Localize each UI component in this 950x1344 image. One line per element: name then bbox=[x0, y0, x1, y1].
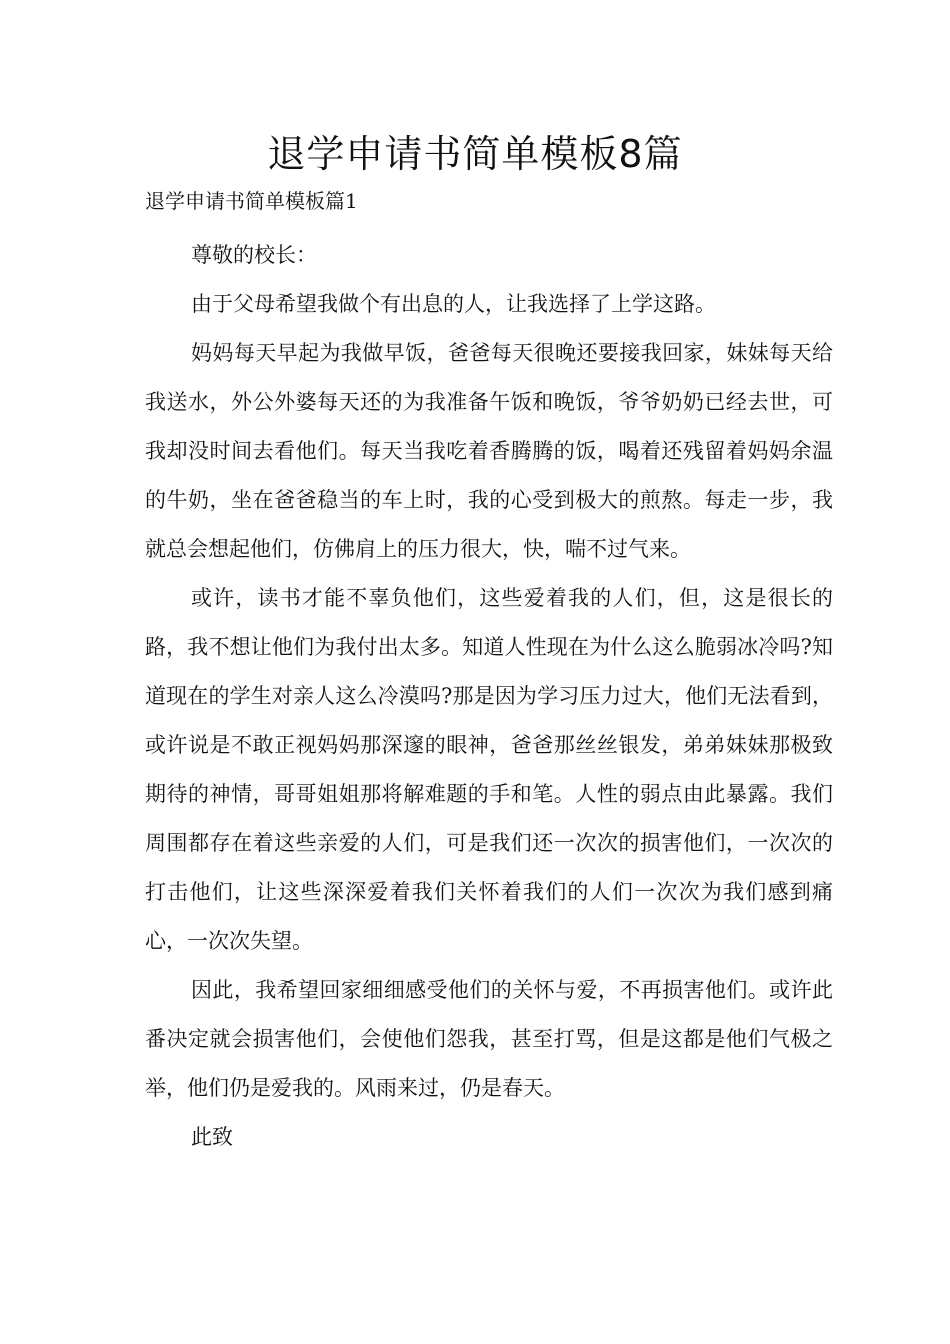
document-body bbox=[145, 231, 833, 1162]
section-subtitle: 退学申请书简单模板篇1 bbox=[145, 189, 358, 213]
paragraph: 由于父母希望我做个有出息的人，让我选择了上学这路。 bbox=[191, 292, 716, 316]
paragraph: 因此，我希望回家细细感受他们的关怀与爱，不再损害他们。或许此番决定就会损害他们，会使他们怨我，甚至打骂，但是这都是他们气极之举，他们仍是爱我的。风雨来过，仍是春天。 bbox=[145, 978, 833, 1100]
salutation: 尊敬的校长： bbox=[191, 243, 317, 267]
document-title: 退学申请书简单模板8篇 bbox=[267, 132, 683, 176]
paragraph: 妈妈每天早起为我做早饭，爸爸每天很晚还要接我回家，妹妹每天给我送水，外公外婆每天还的为我准备午饭和晚饭，爷爷奶奶已经去世，可我却没时间去看他们。每天当我吃着香腾腾的饭，喝着还残留着妈妈余温的牛奶，坐在爸爸稳当的车上时，我的心受到极大的煎熬。每走一步，我就总会想起他们，仿佛肩上的压力很大，快，喘不过气来。 bbox=[145, 341, 833, 561]
paragraph: 或许，读书才能不辜负他们，这些爱着我的人们，但，这是很长的路，我不想让他们为我付出太多。知道人性现在为什么这么脆弱冰冷吗?知道现在的学生对亲人这么冷漠吗?那是因为学习压力过大，他们无法看到，或许说是不敢正视妈妈那深邃的眼神，爸爸那丝丝银发，弟弟妹妹那极致期待的神情，哥哥姐姐那将解难题的手和笔。人性的弱点由此暴露。我们周围都存在着这些亲爱的人们，可是我们还一次次的损害他们，一次次的打击他们，让这些深深爱着我们关怀着我们的人们一次次为我们感到痛心，一次次失望。 bbox=[145, 586, 833, 953]
closing: 此致 bbox=[191, 1125, 233, 1149]
